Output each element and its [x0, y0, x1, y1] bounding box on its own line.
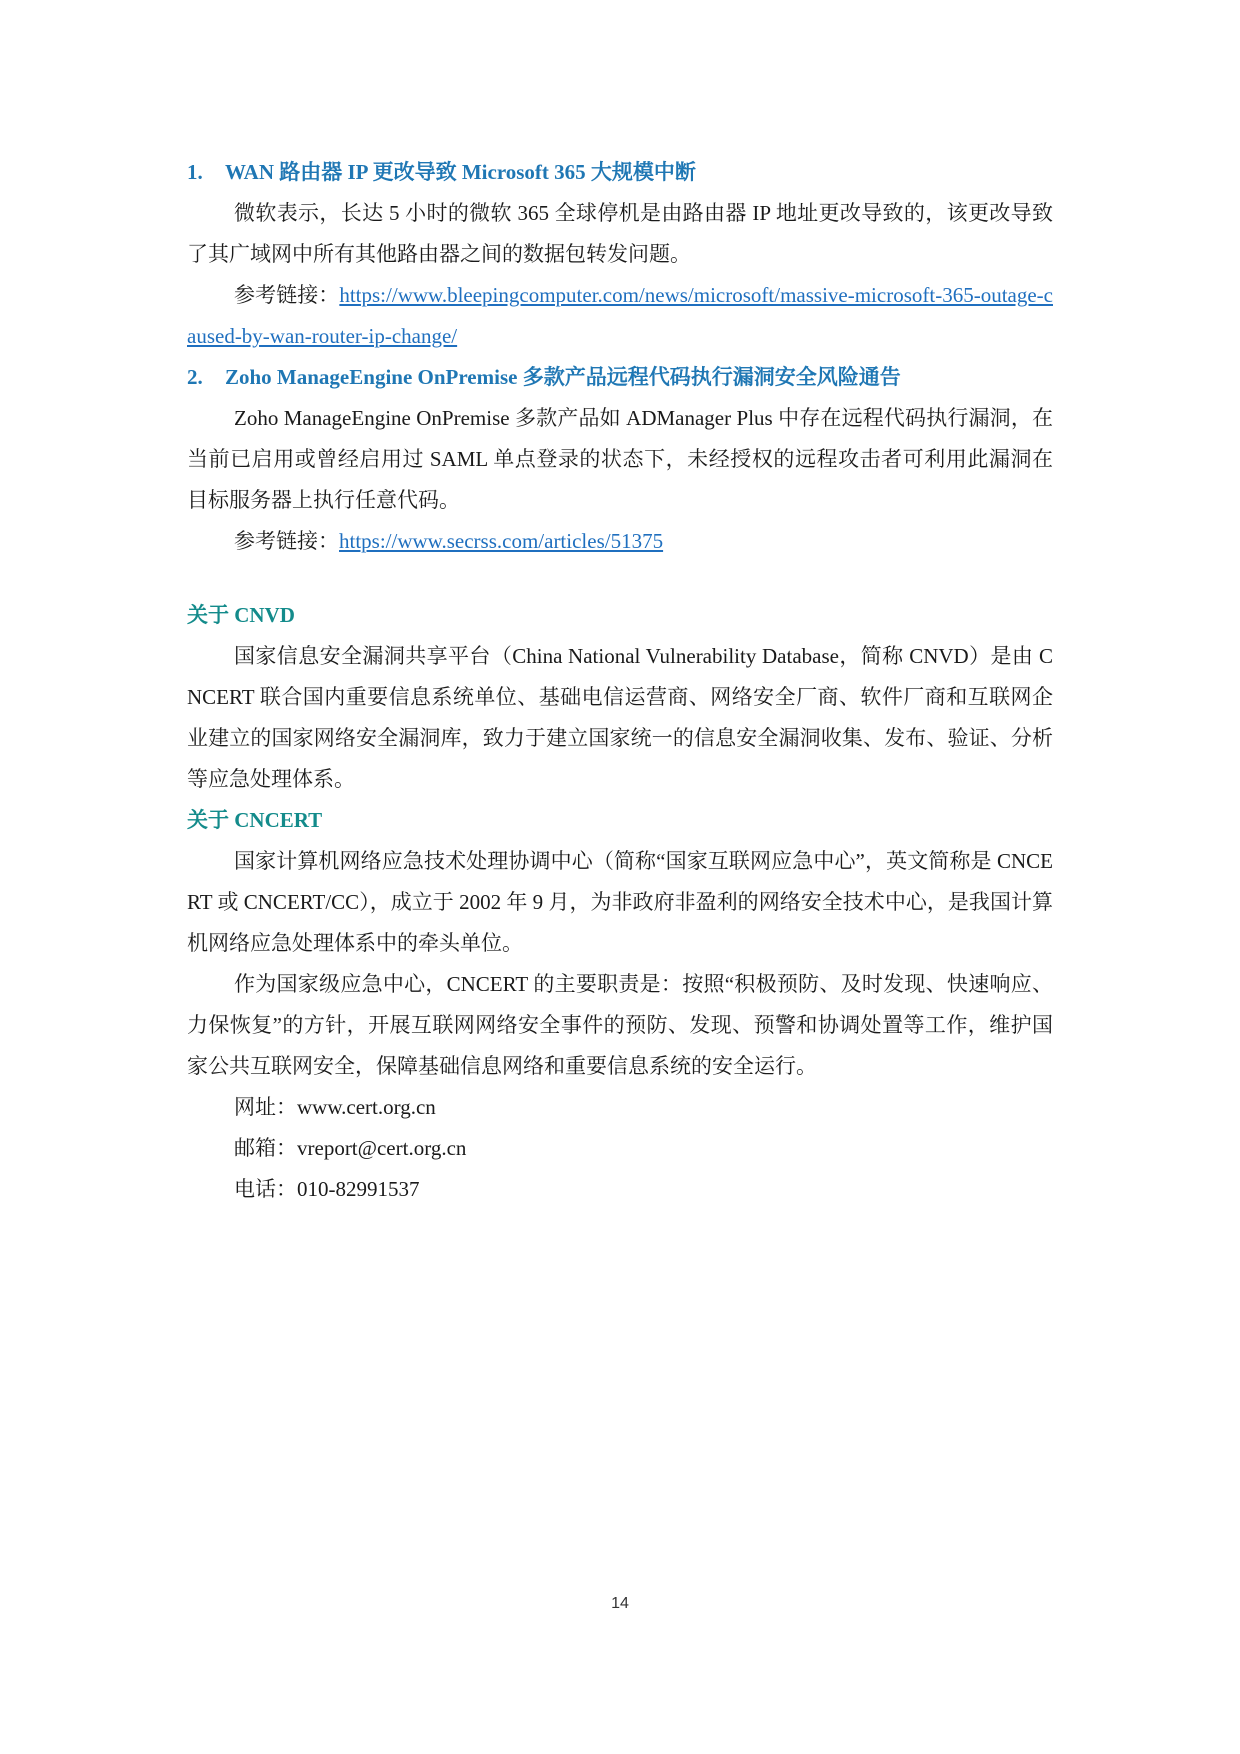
article-2-ref-label: 参考链接： — [234, 529, 339, 553]
article-1-reference — [187, 275, 1053, 357]
contact-email: 邮箱：vreport@cert.org.cn — [234, 1136, 467, 1160]
about-cnvd-body: 国家信息安全漏洞共享平台（China National Vulnerability Database，简称 CNVD）是由 CNCERT 联合国内重要信息系统单位、基础电信运营商、网络安全厂商、软件厂商和互联网企业建立的国家网络安全漏洞库，致力于建立国家统一的信息安全漏洞收集、发布、验证、分析等应急处理体系。 — [187, 644, 1053, 791]
about-cnvd-section — [187, 595, 1053, 800]
about-cncert-title: 关于 CNCERT — [187, 808, 323, 832]
article-1-number: 1. — [187, 160, 203, 184]
section-spacer — [187, 562, 1053, 595]
article-1-title — [187, 152, 1053, 193]
contact-website: 网址：www.cert.org.cn — [234, 1095, 436, 1119]
about-cncert-section — [187, 800, 1053, 1210]
page-content — [187, 152, 1053, 1210]
article-2-number: 2. — [187, 365, 203, 389]
about-cnvd-title: 关于 CNVD — [187, 603, 295, 627]
article-2-title-text: Zoho ManageEngine OnPremise 多款产品远程代码执行漏洞安全风险通告 — [225, 365, 901, 389]
article-1-ref-link[interactable]: https://www.bleepingcomputer.com/news/microsoft/massive-microsoft-365-outage-caused-by-wan-router-ip-change/ — [187, 283, 1053, 348]
page-number: 14 — [611, 1595, 629, 1612]
about-cncert-body-1: 国家计算机网络应急技术处理协调中心（简称“国家互联网应急中心”，英文简称是 CNCERT 或 CNCERT/CC），成立于 2002 年 9 月，为非政府非盈利的网络安全技术中心，是我国计算机网络应急处理体系中的牵头单位。 — [187, 849, 1053, 955]
about-cncert-body-2: 作为国家级应急中心，CNCERT 的主要职责是：按照“积极预防、及时发现、快速响应、力保恢复”的方针，开展互联网网络安全事件的预防、发现、预警和协调处置等工作，维护国家公共互联网安全，保障基础信息网络和重要信息系统的安全运行。 — [187, 972, 1053, 1078]
article-1-body: 微软表示，长达 5 小时的微软 365 全球停机是由路由器 IP 地址更改导致的，该更改导致了其广域网中所有其他路由器之间的数据包转发问题。 — [187, 201, 1053, 266]
article-2-title — [187, 357, 1053, 398]
article-1-ref-label: 参考链接： — [234, 283, 340, 307]
article-2 — [187, 357, 1053, 562]
article-2-reference — [187, 521, 1053, 562]
article-2-ref-link[interactable]: https://www.secrss.com/articles/51375 — [339, 529, 664, 553]
article-2-body: Zoho ManageEngine OnPremise 多款产品如 ADManager Plus 中存在远程代码执行漏洞，在当前已启用或曾经启用过 SAML 单点登录的状态下，未经授权的远程攻击者可利用此漏洞在目标服务器上执行任意代码。 — [187, 406, 1053, 512]
article-1 — [187, 152, 1053, 357]
contact-phone: 电话：010-82991537 — [234, 1177, 420, 1201]
article-1-title-text: WAN 路由器 IP 更改导致 Microsoft 365 大规模中断 — [225, 160, 696, 184]
